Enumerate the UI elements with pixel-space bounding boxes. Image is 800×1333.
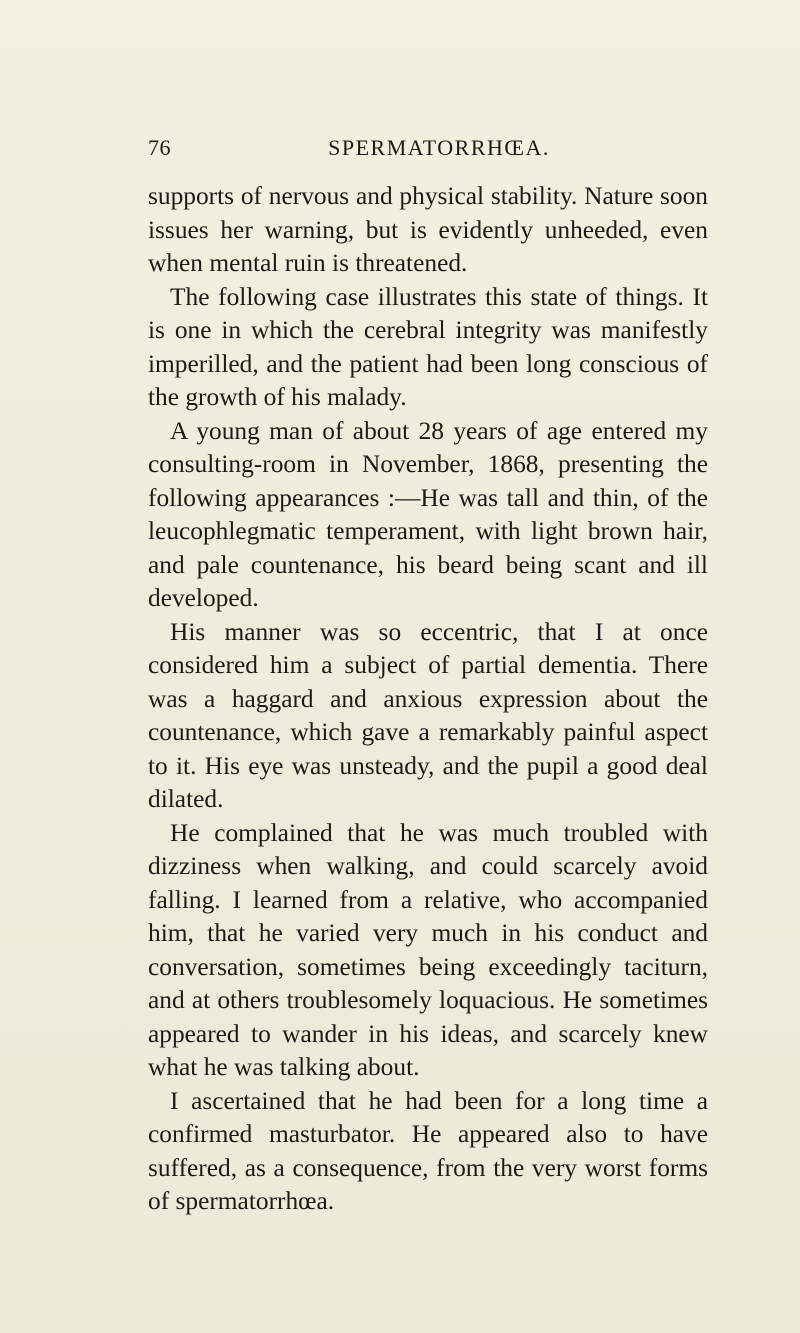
running-title: SPERMATORRHŒA. <box>328 135 550 160</box>
page-header <box>148 135 708 165</box>
paragraph: He complained that he was much troubled with dizziness when walking, and could scarcely avoid falling. I learned from a relative, who accompanied him, that he varied very much in his conduct and conversation, sometimes being exceedingly taciturn, and at others troublesomely loquacious. He sometimes appeared to wander in his ideas, and scarcely knew what he was talking about. <box>148 818 708 1081</box>
paragraph: A young man of about 28 years of age entered my consulting-room in November, 1868, presenting the following appearances :—He was tall and thin, of the leucophlegmatic temperament, with light brown hair, and pale countenance, his beard being scant and ill developed. <box>148 416 708 612</box>
paragraph: I ascertained that he had been for a long time a confirmed masturbator. He appeared also to have suffered, as a consequence, from the very worst forms of spermatorrhœa. <box>148 1086 708 1215</box>
page-number: 76 <box>148 135 171 160</box>
body-text <box>148 180 708 1219</box>
paragraph: The following case illustrates this state of things. It is one in which the cerebral integrity was manifestly imperilled, and the patient had been long conscious of the growth of his malady. <box>148 282 708 411</box>
paragraph: His manner was so eccentric, that I at once considered him a subject of partial dementia. There was a haggard and anxious expression about the countenance, which gave a remarkably painful aspect to it. His eye was unsteady, and the pupil a good deal dilated. <box>148 617 708 813</box>
paragraph-continued: supports of nervous and physical stability. Nature soon issues her warning, but is evidently unheeded, even when mental ruin is threatened. <box>148 182 708 277</box>
